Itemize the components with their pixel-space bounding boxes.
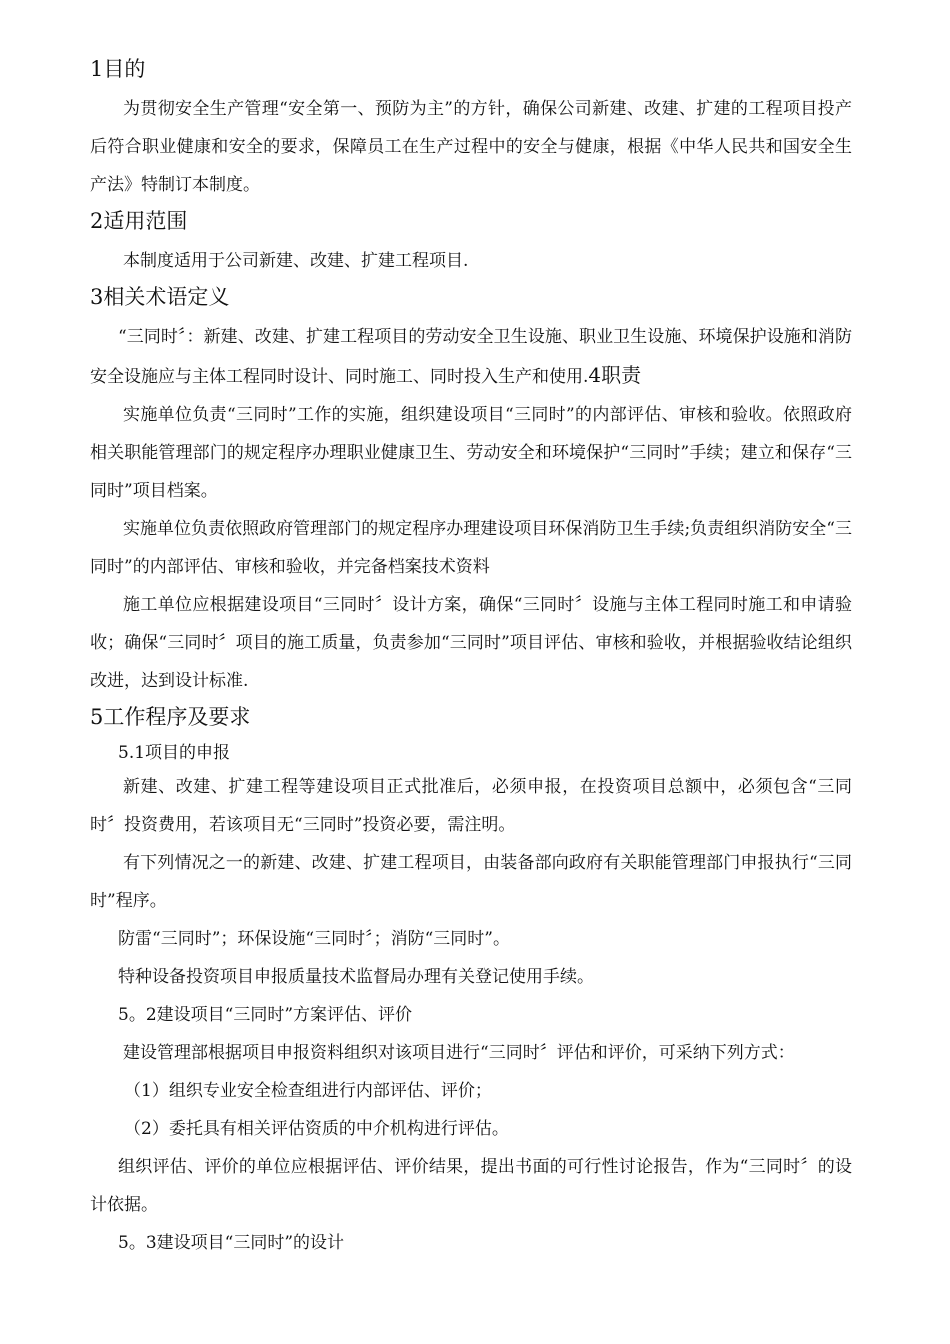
list-item-1: （1）组织专业安全检查组进行内部评估、评价；: [124, 1081, 492, 1101]
section-5-heading: 5工作程序及要求: [90, 705, 251, 729]
section-5-paragraph-5: 建设管理部根据项目申报资料组织对该项目进行“三同时〞评估和评价，可采纳下列方式：: [123, 1043, 795, 1063]
section-5-paragraph-6: 组织评估、评价的单位应根据评估、评价结果，提出书面的可行性讨论报告，作为“三同时〞的设计依据。: [90, 1157, 852, 1215]
list-item-2: （2）委托具有相关评估资质的中介机构进行评估。: [124, 1119, 509, 1139]
section-4-paragraph-3: 施工单位应根据建设项目“三同时〞设计方案，确保“三同时〞设施与主体工程同时施工和申请验收；确保“三同时〞项目的施工质量，负责参加“三同时”项目评估、审核和验收，并根据验收结论组织改进，达到设计标准.: [90, 595, 852, 691]
section-3-heading: 3相关术语定义: [90, 285, 230, 309]
subsection-5-2-heading: 5。2建设项目“三同时”方案评估、评价: [118, 1005, 413, 1025]
section-1-paragraph: 为贯彻安全生产管理“安全第一、预防为主”的方针，确保公司新建、改建、扩建的工程项目投产后符合职业健康和安全的要求，保障员工在生产过程中的安全与健康，根据《中华人民共和国安全生产法》特制订本制度。: [90, 99, 852, 195]
section-3-paragraph: [90, 318, 852, 396]
section-2-heading: 2适用范围: [90, 209, 188, 233]
subsection-5-1-heading: 5.1项目的申报: [118, 743, 231, 763]
section-4-paragraph-1: 实施单位负责“三同时”工作的实施，组织建设项目“三同时”的内部评估、审核和验收。依照政府相关职能管理部门的规定程序办理职业健康卫生、劳动安全和环境保护“三同时”手续；建立和保存“三同时”项目档案。: [90, 405, 852, 501]
section-4-paragraph-2: 实施单位负责依照政府管理部门的规定程序办理建设项目环保消防卫生手续;负责组织消防安全“三同时”的内部评估、审核和验收，并完备档案技术资料: [90, 519, 852, 577]
section-5-paragraph-4: 特种设备投资项目申报质量技术监督局办理有关登记使用手续。: [118, 967, 594, 987]
subsection-5-3-heading: 5。3建设项目“三同时”的设计: [118, 1233, 345, 1253]
document-page: [90, 54, 852, 1262]
section-5-paragraph-2: 有下列情况之一的新建、改建、扩建工程项目，由装备部向政府有关职能管理部门申报执行“三同时”程序。: [90, 853, 852, 911]
section-1-heading: 1目的: [90, 57, 146, 81]
definition-text: “三同时〞：新建、改建、扩建工程项目的劳动安全卫生设施、职业卫生设施、环境保护设施和消防安全设施应与主体工程同时设计、同时施工、同时投入生产和使用.: [90, 327, 852, 387]
section-4-heading: 4职责: [588, 363, 642, 387]
section-2-paragraph: 本制度适用于公司新建、改建、扩建工程项目.: [123, 251, 469, 271]
section-5-paragraph-1: 新建、改建、扩建工程等建设项目正式批准后，必须申报，在投资项目总额中，必须包含“三同时〞投资费用，若该项目无“三同时”投资必要，需注明。: [90, 777, 852, 835]
section-5-paragraph-3: 防雷“三同时”；环保设施“三同时〞；消防“三同时”。: [118, 929, 510, 949]
